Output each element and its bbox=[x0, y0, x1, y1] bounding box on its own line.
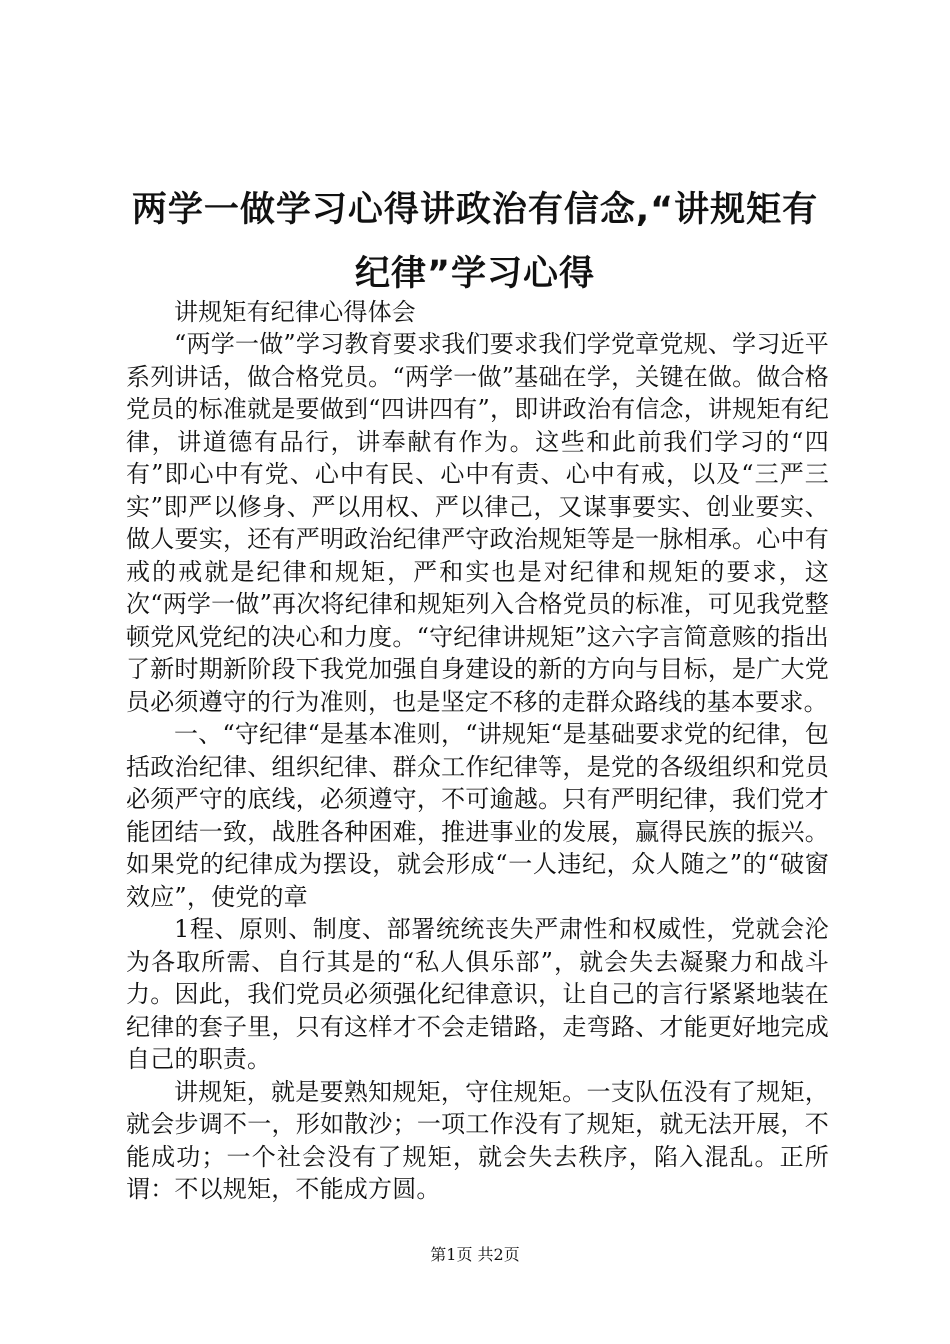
paragraph-3: 1程、原则、制度、部署统统丧失严肃性和权威性，党就会沦为各取所需、自行其是的“私人俱乐部”，就会失去凝聚力和战斗力。因此，我们党员必须强化纪律意识，让自己的言行紧紧地装在纪律的套子里，只有这样才不会走错路，走弯路、才能更好地完成自己的职责。 bbox=[126, 915, 829, 1073]
paragraph-4: 讲规矩，就是要熟知规矩，守住规矩。一支队伍没有了规矩，就会步调不一，形如散沙；一项工作没有了规矩，就无法开展，不能成功；一个社会没有了规矩，就会失去秩序，陷入混乱。正所谓：不以规矩，不能成方圆。 bbox=[126, 1077, 829, 1203]
document-title: 两学一做学习心得讲政治有信念,“讲规矩有纪律”学习心得 bbox=[131, 190, 819, 294]
document-body bbox=[126, 296, 829, 1206]
paragraph-2: 一、“守纪律“是基本准则，“讲规矩“是基础要求党的纪律，包括政治纪律、组织纪律、群众工作纪律等，是党的各级组织和党员必须严守的底线，必须遵守，不可逾越。只有严明纪律，我们党才能团结一致，战胜各种困难，推进事业的发展，赢得民族的振兴。如果党的纪律成为摆设，就会形成“一人违纪，众人随之”的“破窗效应”，使党的章 bbox=[126, 720, 829, 911]
paragraph-1: “两学一做”学习教育要求我们要求我们学党章党规、学习近平系列讲话，做合格党员。“两学一做”基础在学，关键在做。做合格党员的标准就是要做到“四讲四有”，即讲政治有信念，讲规矩有纪律，讲道德有品行，讲奉献有作为。这些和此前我们学习的“四有”即心中有党、心中有民、心中有责、心中有戒，以及“三严三实”即严以修身、严以用权、严以律己，又谋事要实、创业要实、做人要实，还有严明政治纪律严守政治规矩等是一脉相承。心中有戒的戒就是纪律和规矩，严和实也是对纪律和规矩的要求，这次“两学一做”再次将纪律和规矩列入合格党员的标准，可见我党整顿党风党纪的决心和力度。“守纪律讲规矩”这六字言简意赅的指出了新时期新阶段下我党加强自身建设的新的方向与目标，是广大党员必须遵守的行为准则，也是坚定不移的走群众路线的基本要求。 bbox=[126, 330, 829, 716]
page-footer: 第1页 共2页 bbox=[430, 1245, 520, 1264]
paragraph-subtitle: 讲规矩有纪律心得体会 bbox=[174, 298, 416, 326]
